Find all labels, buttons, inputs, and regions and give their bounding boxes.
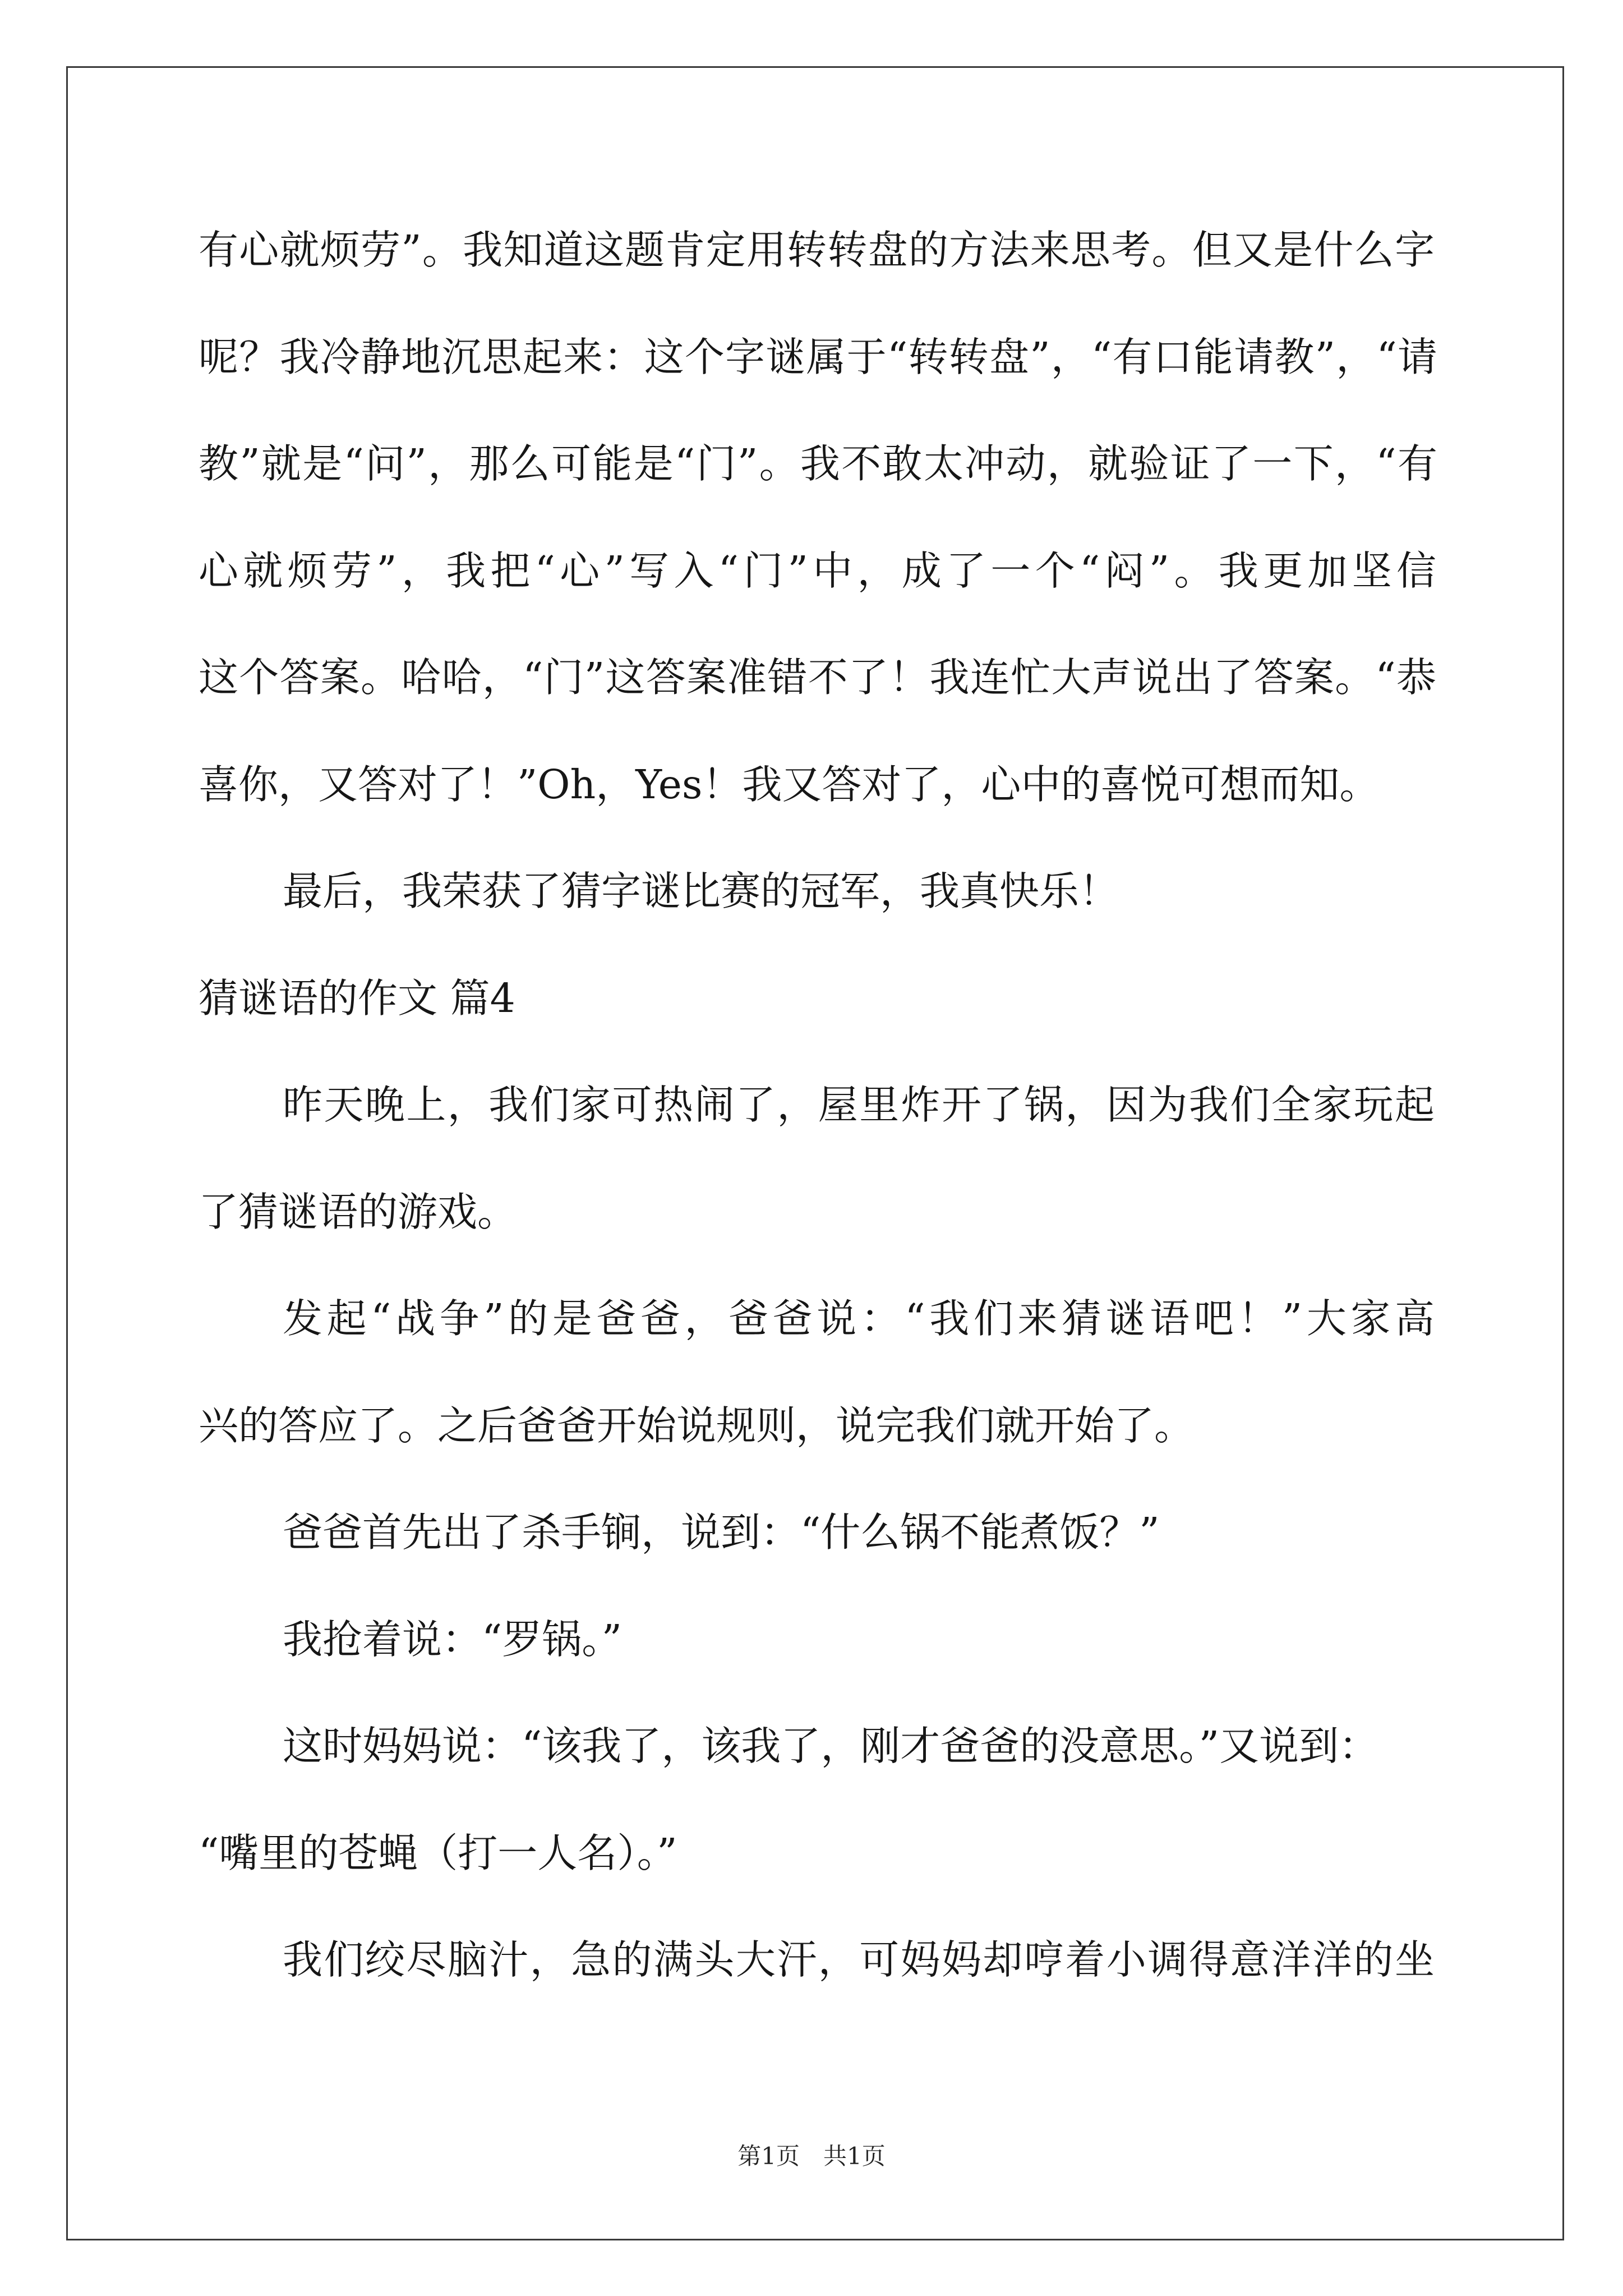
- text-line: 我抢着说：“罗锅。”: [283, 1616, 623, 1663]
- text-line: 兴的答应了。之后爸爸开始说规则，说完我们就开始了。: [199, 1402, 1195, 1449]
- text-line: 心就烦劳”，我把“心”写入“门”中，成了一个“闷”。我更加坚信: [199, 547, 1435, 594]
- text-line: 有心就烦劳”。我知道这题肯定用转转盘的方法来思考。但又是什么字: [199, 227, 1435, 273]
- text-line: 最后，我荣获了猜字谜比赛的冠军，我真快乐！: [283, 868, 1119, 914]
- text-line: 爸爸首先出了杀手锏，说到：“什么锅不能煮饭？”: [283, 1509, 1160, 1556]
- text-line: 发起“战争”的是爸爸，爸爸说：“我们来猜谜语吧！”大家高: [283, 1295, 1435, 1342]
- text-line: 这个答案。哈哈，“门”这答案准错不了！我连忙大声说出了答案。“恭: [199, 654, 1435, 701]
- text-line: 这时妈妈说：“该我了，该我了，刚才爸爸的没意思。”又说到：: [283, 1723, 1379, 1769]
- text-line: 呢？我冷静地沉思起来：这个字谜属于“转转盘”，“有口能请教”，“请: [199, 334, 1435, 380]
- text-line: 教”就是“问”，那么可能是“门”。我不敢太冲动，就验证了一下，“有: [199, 440, 1435, 487]
- essay-heading: 猜谜语的作文 篇4: [199, 975, 515, 1022]
- text-line: “嘴里的苍蝇（打一人名）。”: [199, 1830, 677, 1876]
- text-line: 我们绞尽脑汁，急的满头大汗，可妈妈却哼着小调得意洋洋的坐: [283, 1936, 1435, 1983]
- text-line: 喜你，又答对了！”Oh，Yes！我又答对了，心中的喜悦可想而知。: [199, 761, 1380, 808]
- page-border: [66, 66, 1564, 2240]
- text-line: 了猜谜语的游戏。: [199, 1189, 518, 1235]
- page-footer: 第1页 共1页: [737, 2142, 886, 2170]
- text-line: 昨天晚上，我们家可热闹了，屋里炸开了锅，因为我们全家玩起: [283, 1082, 1435, 1128]
